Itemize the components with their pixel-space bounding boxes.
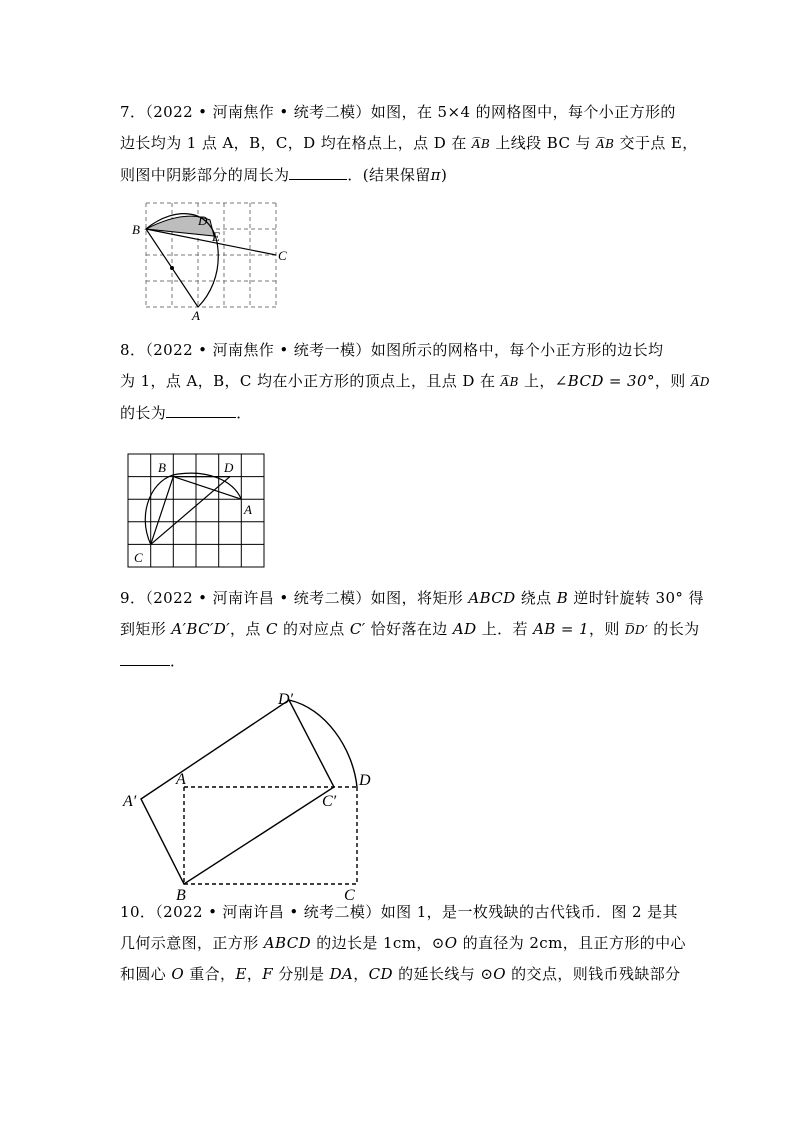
q10-text: 的直径为 2cm，且正方形的中心 bbox=[457, 934, 686, 952]
segment-da: DA bbox=[329, 965, 354, 983]
q7-figure bbox=[130, 195, 300, 323]
label-b: B bbox=[132, 222, 140, 237]
q9-figure bbox=[120, 688, 380, 903]
label-c: C bbox=[278, 248, 287, 263]
q10-text: 的延长线与 bbox=[392, 965, 481, 983]
rotated-rectangle bbox=[141, 700, 334, 884]
q10-line3 bbox=[120, 959, 680, 990]
point-e: E bbox=[235, 965, 247, 983]
q7-line2 bbox=[120, 128, 698, 160]
question-10 bbox=[120, 897, 686, 990]
q8-line1: 8．（2022 • 河南焦作 • 统考一模）如图所示的网格中，每个小正方形的边长均 bbox=[120, 341, 664, 359]
q7-grid bbox=[146, 203, 276, 307]
arc-dd-prime bbox=[289, 700, 357, 787]
q9-text: ，则 bbox=[588, 620, 625, 638]
q8-line3 bbox=[120, 398, 680, 429]
label-a: A bbox=[244, 502, 252, 517]
q7-text: ) bbox=[440, 166, 448, 184]
q9-text: 上．若 bbox=[476, 620, 534, 638]
q9-text: 逆时针旋转 30° 得 bbox=[568, 589, 704, 607]
label-c: C bbox=[134, 550, 143, 565]
label-a: A bbox=[192, 308, 200, 323]
q7-line1: 7．（2022 • 河南焦作 • 统考二模）如图，在 5×4 的网格图中，每个小正方形的 bbox=[120, 103, 676, 121]
question-9 bbox=[120, 583, 704, 677]
q8-figure bbox=[128, 452, 268, 572]
pi-symbol: π bbox=[430, 166, 441, 184]
arc-ab-notation: ⌒ AB bbox=[501, 375, 519, 389]
q8-line2 bbox=[120, 366, 710, 398]
q9-text: ． bbox=[170, 652, 186, 670]
answer-blank[interactable] bbox=[120, 648, 170, 666]
q8-text: ． bbox=[236, 404, 252, 422]
label-d: D bbox=[224, 460, 234, 475]
q9-line3 bbox=[120, 646, 680, 677]
label-c-prime: C′ bbox=[322, 793, 337, 810]
q7-text: ．(结果保留 bbox=[347, 166, 431, 184]
square-abcd: ABCD bbox=[263, 934, 312, 952]
q8-text: 的长为 bbox=[120, 404, 167, 422]
q8-text: 为 1，点 A，B，C 均在小正方形的顶点上，且点 D 在 bbox=[120, 372, 501, 390]
q10-text: 和圆心 bbox=[120, 965, 172, 983]
q10-text: ， bbox=[246, 965, 263, 983]
label-a-prime: A′ bbox=[123, 793, 137, 810]
label-b: B bbox=[176, 887, 186, 904]
q7-line3 bbox=[120, 160, 680, 191]
q8-text: 上， bbox=[518, 372, 555, 390]
q7-text: 交于点 E， bbox=[614, 134, 698, 152]
side-ad: AD bbox=[452, 620, 477, 638]
q9-text: 的对应点 bbox=[277, 620, 350, 638]
q7-text: 则图中阴影部分的周长为 bbox=[120, 166, 290, 184]
q9-text: 9．（2022 • 河南许昌 • 统考二模）如图，将矩形 bbox=[120, 589, 469, 607]
q10-text: 几何示意图，正方形 bbox=[120, 934, 264, 952]
answer-blank[interactable] bbox=[289, 162, 347, 180]
label-d-prime: D′ bbox=[278, 691, 294, 708]
q10-text: 重合， bbox=[184, 965, 236, 983]
label-e: E bbox=[212, 229, 220, 244]
angle-bcd: ∠BCD = 30° bbox=[554, 372, 655, 390]
point-c: C bbox=[266, 620, 278, 638]
q9-text: ，点 bbox=[230, 620, 266, 638]
segment-cd: CD bbox=[368, 965, 393, 983]
q10-line1: 10．（2022 • 河南许昌 • 统考二模）如图 1，是一枚残缺的古代钱币．图 2 是其 bbox=[120, 903, 678, 921]
q7-text: 上线段 BC 与 bbox=[490, 134, 597, 152]
condition-ab: AB = 1 bbox=[533, 620, 589, 638]
arc-ab-notation: ⌒ AB bbox=[596, 137, 614, 151]
point-f: F bbox=[262, 965, 274, 983]
q8-text: ，则 bbox=[654, 372, 691, 390]
q7-text: 边长均为 1 点 A，B，C，D 均在格点上，点 D 在 bbox=[120, 134, 472, 152]
label-b: B bbox=[158, 460, 166, 475]
label-d: D bbox=[359, 772, 371, 789]
q9-line1 bbox=[120, 583, 704, 614]
q10-text: 的交点，则钱币残缺部分 bbox=[505, 965, 681, 983]
q9-line2 bbox=[120, 614, 700, 646]
question-7 bbox=[120, 97, 698, 191]
question-8 bbox=[120, 335, 710, 429]
rect-abcd-prime: A′BC′D′ bbox=[171, 620, 231, 638]
q10-text: ， bbox=[353, 965, 369, 983]
label-a: A bbox=[176, 771, 186, 788]
q10-text: 分别是 bbox=[273, 965, 330, 983]
label-c: C bbox=[344, 887, 355, 904]
q9-text: 绕点 bbox=[515, 589, 557, 607]
q10-line2 bbox=[120, 928, 686, 959]
point-c-prime: C′ bbox=[349, 620, 366, 638]
label-d: D bbox=[198, 213, 208, 228]
q10-text: 的边长是 1cm， bbox=[311, 934, 432, 952]
rect-abcd: ABCD bbox=[468, 589, 516, 607]
q9-text: 恰好落在边 bbox=[365, 620, 453, 638]
point-o: O bbox=[171, 965, 185, 983]
q9-text: 到矩形 bbox=[120, 620, 172, 638]
arc-ad-notation: ⌒ AD bbox=[691, 375, 710, 389]
point-b: B bbox=[556, 589, 569, 607]
center-dot bbox=[170, 266, 174, 270]
answer-blank[interactable] bbox=[166, 400, 236, 418]
q9-text: 的长为 bbox=[648, 620, 700, 638]
arc-dd-notation: ⌒ DD′ bbox=[625, 623, 648, 637]
circle-o: ⊙O bbox=[480, 965, 506, 983]
circle-o: ⊙O bbox=[431, 934, 458, 952]
arc-ab-notation: ⌒ AB bbox=[472, 137, 490, 151]
